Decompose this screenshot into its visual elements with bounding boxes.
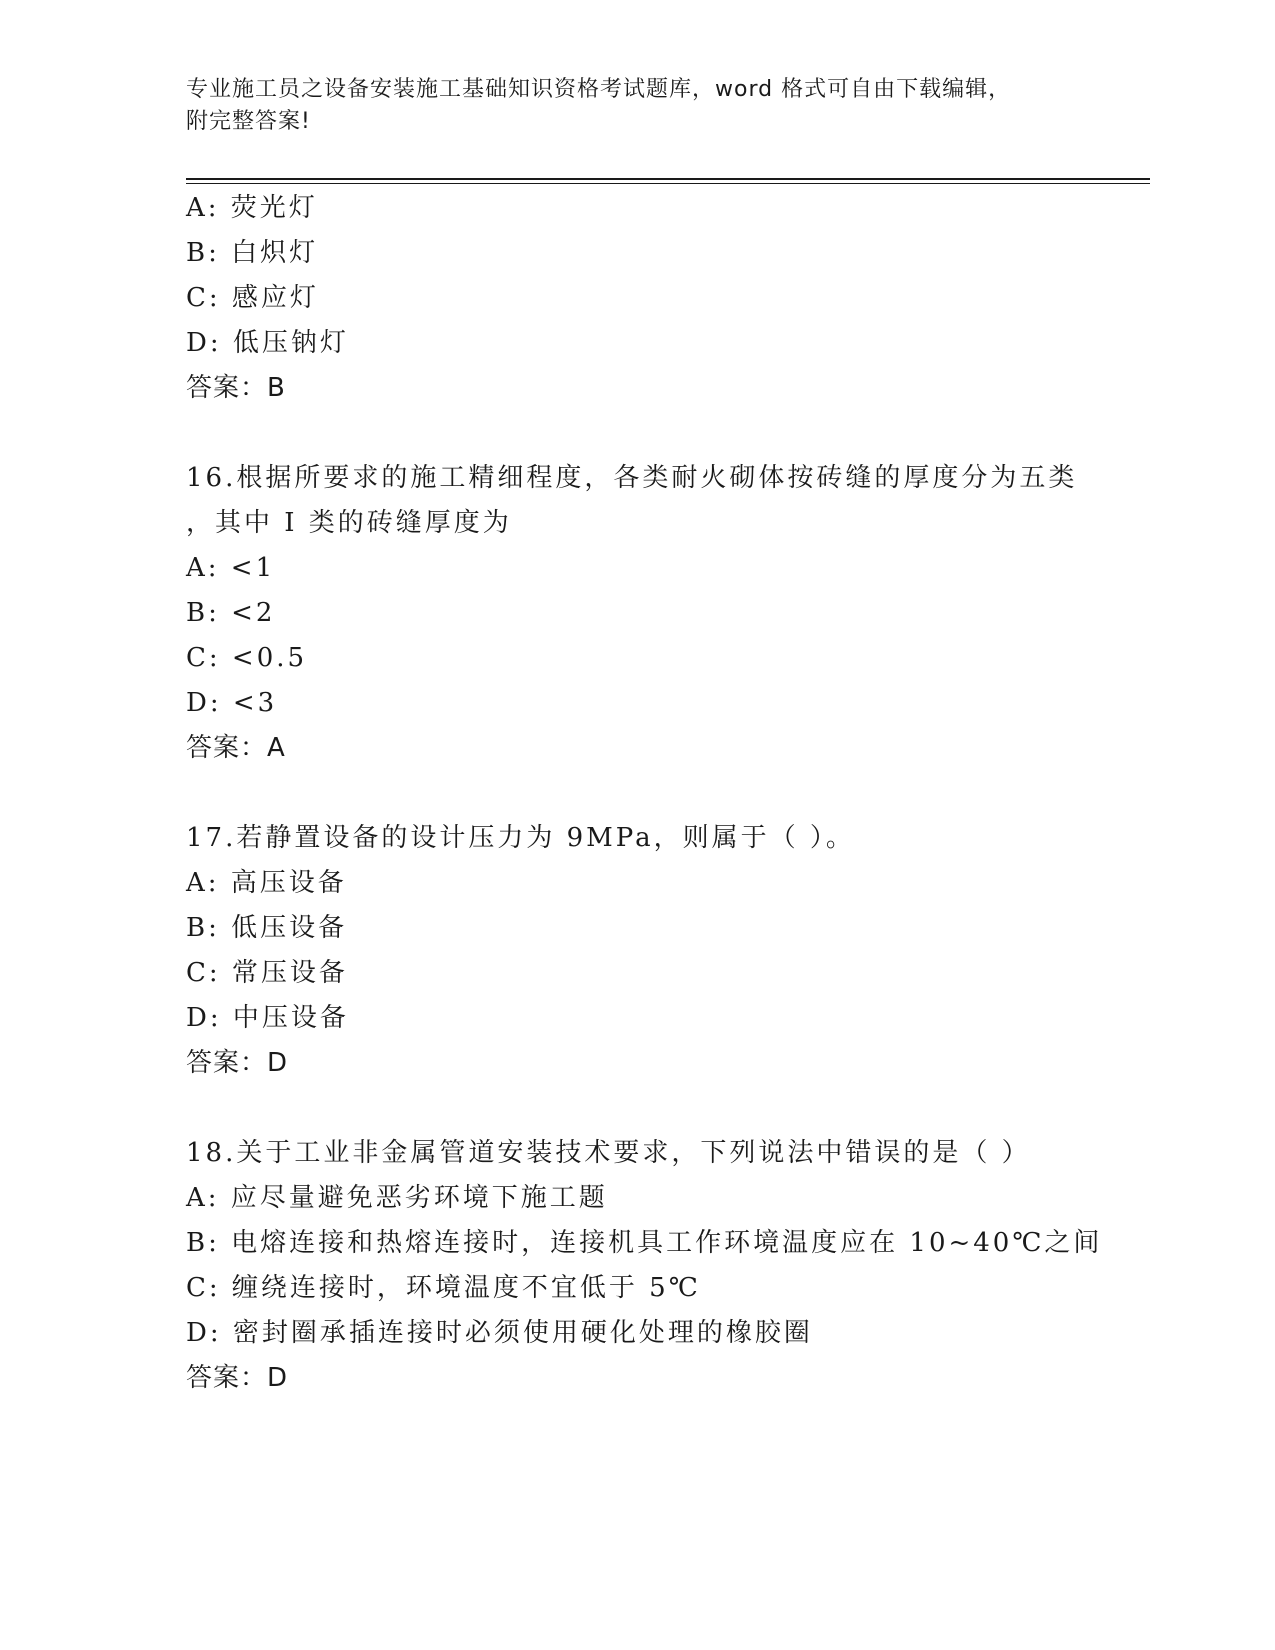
q15-answer: 答案：B [186,373,286,403]
q15-option-a: A: 荧光灯 [186,193,318,223]
q17-answer: 答案：D [186,1048,289,1078]
q16-answer: 答案：A [186,733,286,763]
document-header [186,74,1086,138]
q18-option-a: A: 应尽量避免恶劣环境下施工题 [186,1183,608,1213]
q16-option-b: B: <2 [186,598,276,628]
q15-option-b: B: 白炽灯 [186,238,319,268]
header-divider-thin [186,183,1150,184]
q17-option-d: D: 中压设备 [186,1003,349,1033]
q15-option-c: C: 感应灯 [186,283,319,313]
q15-option-d: D: 低压钠灯 [186,328,349,358]
q17-option-a: A: 高压设备 [186,868,347,898]
header-divider [186,178,1150,180]
q18-stem: 18.关于工业非金属管道安装技术要求，下列说法中错误的是（ ） [186,1138,1031,1168]
q16-stem-line-2: ，其中 I 类的砖缝厚度为 [186,508,512,538]
q17-option-c: C: 常压设备 [186,958,348,988]
q16-option-d: D: <3 [186,688,278,718]
q16-option-c: C: <0.5 [186,643,308,673]
q18-option-b: B: 电熔连接和热熔连接时，连接机具工作环境温度应在 10~40℃之间 [186,1228,1103,1258]
q18-option-c: C: 缠绕连接时，环境温度不宜低于 5℃ [186,1273,701,1303]
header-line-1: 专业施工员之设备安装施工基础知识资格考试题库，word 格式可自由下载编辑， [186,77,1012,102]
q17-stem: 17.若静置设备的设计压力为 9MPa，则属于（ ）。 [186,823,855,853]
header-line-2: 附完整答案! [186,109,311,134]
q17-option-b: B: 低压设备 [186,913,348,943]
q16-option-a: A: <1 [186,553,276,583]
q16-stem-line-1: 16.根据所要求的施工精细程度，各类耐火砌体按砖缝的厚度分为五类 [186,463,1078,493]
q18-option-d: D: 密封圈承插连接时必须使用硬化处理的橡胶圈 [186,1318,813,1348]
q18-answer: 答案：D [186,1363,289,1393]
